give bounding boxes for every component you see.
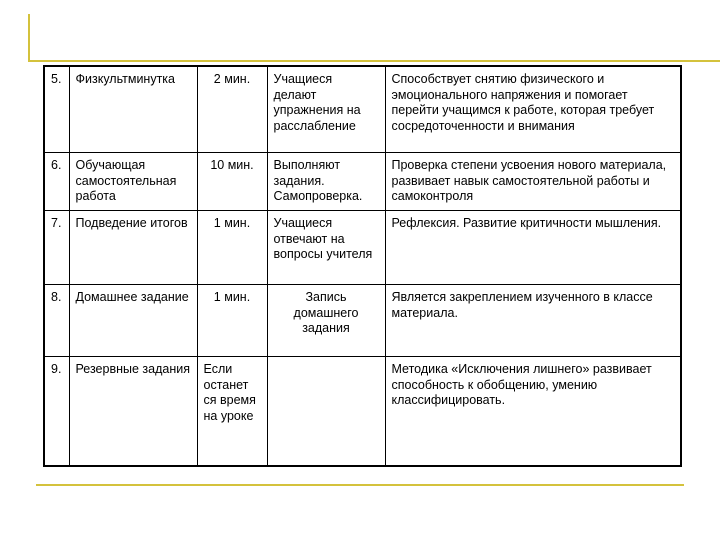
decorative-line-bottom: [36, 484, 684, 486]
activity-cell: Учащиеся отвечают на вопросы учителя: [267, 211, 385, 285]
time-cell: 1 мин.: [197, 285, 267, 357]
stage-cell: Обучающая самостоятельная работа: [69, 153, 197, 211]
stage-cell: Подведение итогов: [69, 211, 197, 285]
activity-cell: [267, 357, 385, 467]
row-number: 5.: [44, 66, 69, 153]
activity-cell: Учащиеся делают упражнения на расслабление: [267, 66, 385, 153]
purpose-cell: Рефлексия. Развитие критичности мышления.: [385, 211, 681, 285]
time-cell: Если останет ся время на уроке: [197, 357, 267, 467]
stage-cell: Домашнее задание: [69, 285, 197, 357]
table-row: [44, 153, 681, 211]
purpose-cell: Методика «Исключения лишнего» развивает способность к обобщению, умению классифицировать.: [385, 357, 681, 467]
time-cell: 2 мин.: [197, 66, 267, 153]
decorative-line-left: [28, 14, 30, 62]
row-number: 7.: [44, 211, 69, 285]
row-number: 9.: [44, 357, 69, 467]
table-row: [44, 357, 681, 467]
row-number: 8.: [44, 285, 69, 357]
table-row: [44, 285, 681, 357]
activity-cell: Выполняют задания. Самопроверка.: [267, 153, 385, 211]
purpose-cell: Проверка степени усвоения нового материала, развивает навык самостоятельной работы и самоконтроля: [385, 153, 681, 211]
lesson-plan-table: [43, 65, 682, 467]
table-row: [44, 66, 681, 153]
time-cell: 1 мин.: [197, 211, 267, 285]
time-cell: 10 мин.: [197, 153, 267, 211]
table-row: [44, 211, 681, 285]
activity-cell: Запись домашнего задания: [267, 285, 385, 357]
decorative-line-top: [28, 60, 720, 62]
purpose-cell: Способствует снятию физического и эмоционального напряжения и помогает перейти учащимся к работе, которая требует сосредоточенности и внимания: [385, 66, 681, 153]
stage-cell: Резервные задания: [69, 357, 197, 467]
stage-cell: Физкультминутка: [69, 66, 197, 153]
row-number: 6.: [44, 153, 69, 211]
purpose-cell: Является закреплением изученного в классе материала.: [385, 285, 681, 357]
